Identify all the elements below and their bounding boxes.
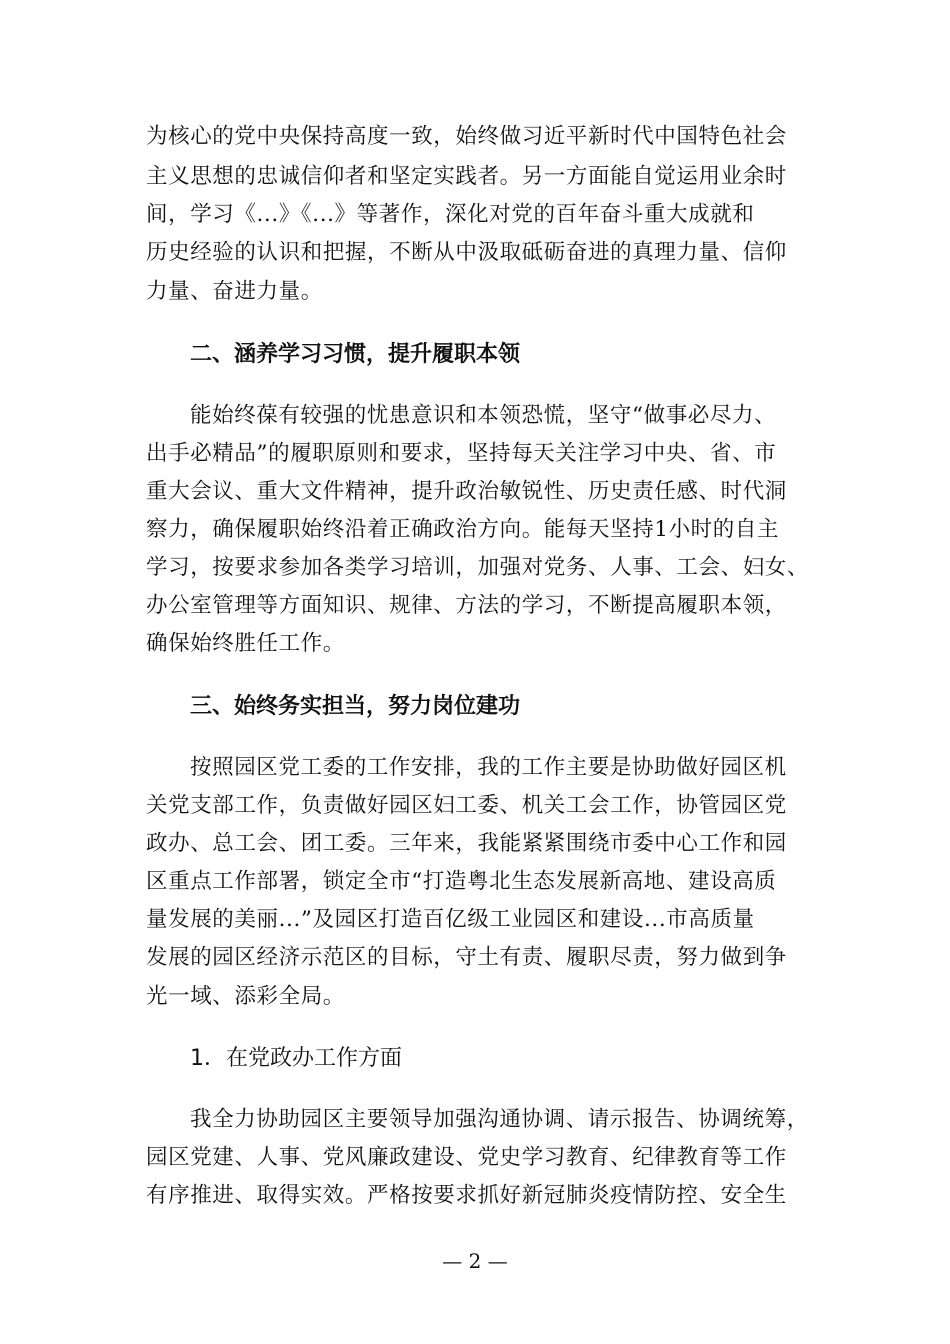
paragraph-line: 主义思想的忠诚信仰者和坚定实践者。另一方面能自觉运用业余时	[146, 164, 787, 189]
paragraph-line: 光一域、添彩全局。	[146, 984, 345, 1009]
page-number: — 2 —	[442, 1249, 508, 1273]
paragraph-line: 学习，按要求参加各类学习培训，加强对党务、人事、工会、妇女、	[146, 555, 810, 580]
paragraph-line: 园区党建、人事、党风廉政建设、党史学习教育、纪律教育等工作	[146, 1145, 787, 1170]
paragraph-line: 历史经验的认识和把握，不断从中汲取砥砺奋进的真理力量、信仰	[146, 240, 787, 265]
paragraph-line: 关党支部工作，负责做好园区妇工委、机关工会工作，协管园区党	[146, 793, 787, 818]
paragraph-line: 重大会议、重大文件精神，提升政治敏锐性、历史责任感、时代洞	[146, 479, 787, 504]
paragraph-line: 按照园区党工委的工作安排，我的工作主要是协助做好园区机	[190, 755, 787, 780]
paragraph-line: 发展的园区经济示范区的目标，守土有责、履职尽责，努力做到争	[146, 945, 787, 970]
paragraph-line: 有序推进、取得实效。严格按要求抓好新冠肺炎疫情防控、安全生	[146, 1183, 787, 1208]
paragraph-line: 区重点工作部署，锁定全市“打造粤北生态发展新高地、建设高质	[146, 869, 777, 894]
paragraph-line: 政办、总工会、团工委。三年来，我能紧紧围绕市委中心工作和园	[146, 831, 787, 856]
paragraph-line: 为核心的党中央保持高度一致，始终做习近平新时代中国特色社会	[146, 124, 787, 149]
paragraph-line: 能始终葆有较强的忧患意识和本领恐慌，坚守“做事必尽力、	[190, 403, 777, 428]
paragraph-line: 办公室管理等方面知识、规律、方法的学习，不断提高履职本领，	[146, 593, 787, 618]
paragraph-line: 我全力协助园区主要领导加强沟通协调、请示报告、协调统筹，	[190, 1107, 809, 1132]
paragraph-line: 量发展的美丽...”及园区打造百亿级工业园区和建设...市高质量	[146, 907, 755, 932]
section-heading: 三、始终务实担当，努力岗位建功	[190, 694, 521, 719]
paragraph-line: 确保始终胜任工作。	[146, 631, 345, 656]
paragraph-line: 力量、奋进力量。	[146, 279, 323, 304]
paragraph-line: 察力，确保履职始终沿着正确政治方向。能每天坚持1小时的自主	[146, 517, 780, 542]
paragraph-line: 出手必精品”的履职原则和要求，坚持每天关注学习中央、省、市	[146, 441, 777, 466]
section-heading: 二、涵养学习习惯，提升履职本领	[190, 342, 521, 367]
subsection-heading: 1．在党政办工作方面	[190, 1046, 402, 1071]
paragraph-line: 间，学习《...》《...》等著作，深化对党的百年奋斗重大成就和	[146, 202, 755, 227]
